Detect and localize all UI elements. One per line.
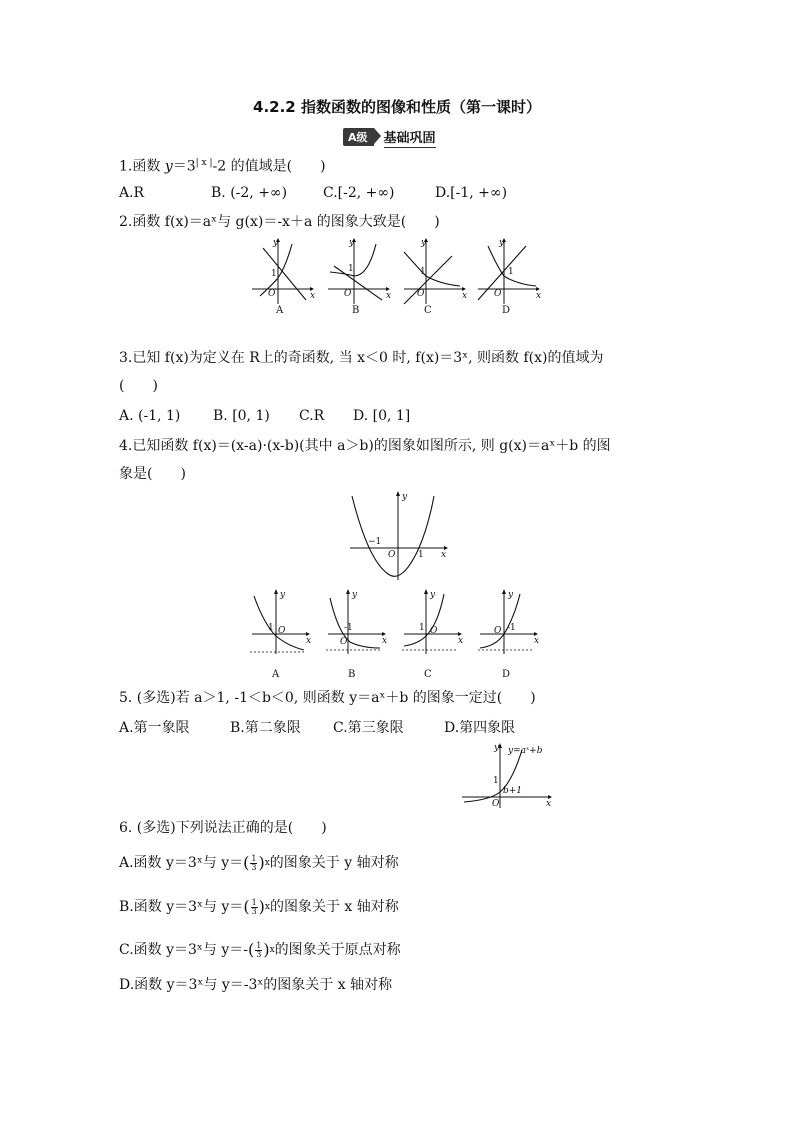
- q5-option-d: D.第四象限: [444, 720, 516, 736]
- q2-graph-b: [328, 238, 391, 316]
- q1-option-d: D.[-1, +∞): [435, 185, 508, 201]
- fraction-one-third-power-x: ( 1 3 ) x: [243, 853, 270, 872]
- q2-graph-a: [252, 238, 315, 316]
- svg-text:y: y: [421, 238, 427, 248]
- q5-option-b: B.第二象限: [230, 720, 301, 736]
- q4-graph-c: [402, 589, 463, 680]
- q3-options: [119, 406, 410, 426]
- svg-text:x: x: [462, 291, 468, 301]
- q6-option-a: A.函数 y＝3ˣ与 y＝( 1 3 ) x 的图象关于 y 轴对称: [119, 853, 399, 872]
- svg-text:b+1: b+1: [503, 786, 523, 796]
- q2-graph-label-c: C: [424, 305, 432, 316]
- svg-text:y: y: [273, 238, 279, 248]
- svg-text:y: y: [280, 590, 286, 600]
- q3-option-b: B. [0, 1): [213, 408, 270, 424]
- svg-text:O: O: [340, 637, 348, 647]
- q6-option-c: C.函数 y＝3ˣ与 y＝-( 1 3 ) x 的图象关于原点对称: [119, 940, 401, 959]
- q4-graph-label-a: A: [272, 669, 280, 680]
- q4-graph-a: [250, 589, 311, 680]
- q4-option-graphs: [248, 588, 548, 680]
- svg-text:O: O: [417, 289, 425, 299]
- q4-graph-label-b: B: [348, 669, 356, 680]
- svg-text:O: O: [430, 626, 438, 636]
- svg-text:1: 1: [271, 269, 277, 279]
- svg-text:y=aˣ+b: y=aˣ+b: [508, 746, 543, 756]
- q4-main-graph: [346, 490, 456, 582]
- q6-option-d: D.函数 y＝3ˣ与 y＝-3ˣ的图象关于 x 轴对称: [119, 977, 393, 993]
- svg-text:y: y: [494, 743, 500, 753]
- fraction-one-third-power-x: ( 1 3 ) x: [247, 940, 275, 959]
- q3-option-d: D. [0, 1]: [353, 408, 411, 424]
- q4-graph-label-c: C: [424, 669, 432, 680]
- svg-text:1: 1: [418, 550, 424, 560]
- svg-text:O: O: [494, 289, 502, 299]
- q6-option-b: B.函数 y＝3ˣ与 y＝( 1 3 ) x 的图象关于 x 轴对称: [119, 897, 399, 916]
- svg-text:y: y: [402, 492, 408, 502]
- q3-stem-line2: ( ): [119, 378, 158, 394]
- page-title: 4.2.2 指数函数的图像和性质（第一课时）: [253, 98, 541, 116]
- q2-graph-label-d: D: [502, 305, 511, 316]
- svg-text:y: y: [352, 590, 358, 600]
- svg-text:y: y: [499, 238, 505, 248]
- level-label: 基础巩固: [384, 127, 436, 148]
- q1-options: [119, 183, 507, 203]
- q5-options: [119, 718, 515, 738]
- svg-text:1: 1: [508, 267, 514, 277]
- q5-option-a: A.第一象限: [119, 720, 190, 736]
- q1-stem: 1.函数 $y=3^{| x |}-2$ 的值域是( ): [119, 158, 326, 175]
- svg-text:x: x: [458, 636, 464, 646]
- svg-text:x: x: [536, 291, 542, 301]
- q1-option-b: B. (-2, +∞): [211, 185, 288, 201]
- q5-option-c: C.第三象限: [333, 720, 404, 736]
- q4-graph-d: [478, 589, 539, 680]
- svg-text:-1: -1: [507, 623, 516, 633]
- svg-text:y: y: [508, 590, 514, 600]
- q1-option-a: A.R: [119, 185, 145, 201]
- q1-option-c: C.[-2, +∞): [323, 185, 395, 201]
- svg-text:O: O: [344, 289, 352, 299]
- q4-graph-label-d: D: [502, 669, 511, 680]
- q4-stem-line1: 4.已知函数 f(x)＝(x-a)·(x-b)(其中 a＞b)的图象如图所示, 则 g(x)＝aˣ＋b 的图: [119, 438, 611, 454]
- svg-text:x: x: [546, 799, 552, 809]
- q3-stem-line1: 3.已知 f(x)为定义在 R上的奇函数, 当 x＜0 时, f(x)＝3ˣ, 则函数 f(x)的值域为: [119, 350, 604, 366]
- level-badge: A级: [343, 128, 374, 146]
- svg-text:1: 1: [268, 623, 274, 633]
- q2-graph-label-a: A: [276, 305, 284, 316]
- q2-graph-d: [478, 238, 541, 316]
- svg-text:1: 1: [420, 267, 426, 277]
- q6-stem: 6. (多选)下列说法正确的是( ): [119, 820, 327, 836]
- svg-text:x: x: [310, 291, 316, 301]
- fraction-one-third-power-x: ( 1 3 ) x: [243, 897, 270, 916]
- svg-text:x: x: [441, 550, 447, 560]
- svg-text:x: x: [386, 291, 392, 301]
- svg-text:O: O: [494, 626, 502, 636]
- svg-text:O: O: [388, 550, 396, 560]
- q2-graphs: [248, 238, 548, 318]
- q5-stem: 5. (多选)若 a＞1, -1＜b＜0, 则函数 y＝aˣ＋b 的图象一定过( ): [119, 690, 536, 706]
- svg-text:y: y: [349, 238, 355, 248]
- q2-graph-label-b: B: [352, 305, 360, 316]
- q3-option-c: C.R: [299, 408, 325, 424]
- svg-text:1: 1: [419, 623, 425, 633]
- svg-text:x: x: [306, 636, 312, 646]
- svg-text:x: x: [534, 636, 540, 646]
- svg-text:−1: −1: [368, 537, 382, 547]
- svg-text:1: 1: [493, 776, 499, 786]
- level-header: [343, 128, 436, 146]
- svg-text:O: O: [278, 626, 286, 636]
- svg-text:O: O: [492, 799, 500, 809]
- q4-graph-b: [326, 589, 387, 680]
- svg-text:-1: -1: [344, 623, 353, 633]
- q3-option-a: A. (-1, 1): [119, 408, 181, 424]
- q2-graph-c: [404, 238, 467, 316]
- svg-text:1: 1: [348, 264, 354, 274]
- q2-stem: 2.函数 f(x)＝aˣ与 g(x)＝-x＋a 的图象大致是( ): [119, 214, 440, 230]
- q4-stem-line2: 象是( ): [119, 466, 186, 482]
- svg-text:O: O: [268, 289, 276, 299]
- svg-text:x: x: [382, 636, 388, 646]
- q5-graph: [460, 742, 560, 812]
- svg-text:y: y: [430, 590, 436, 600]
